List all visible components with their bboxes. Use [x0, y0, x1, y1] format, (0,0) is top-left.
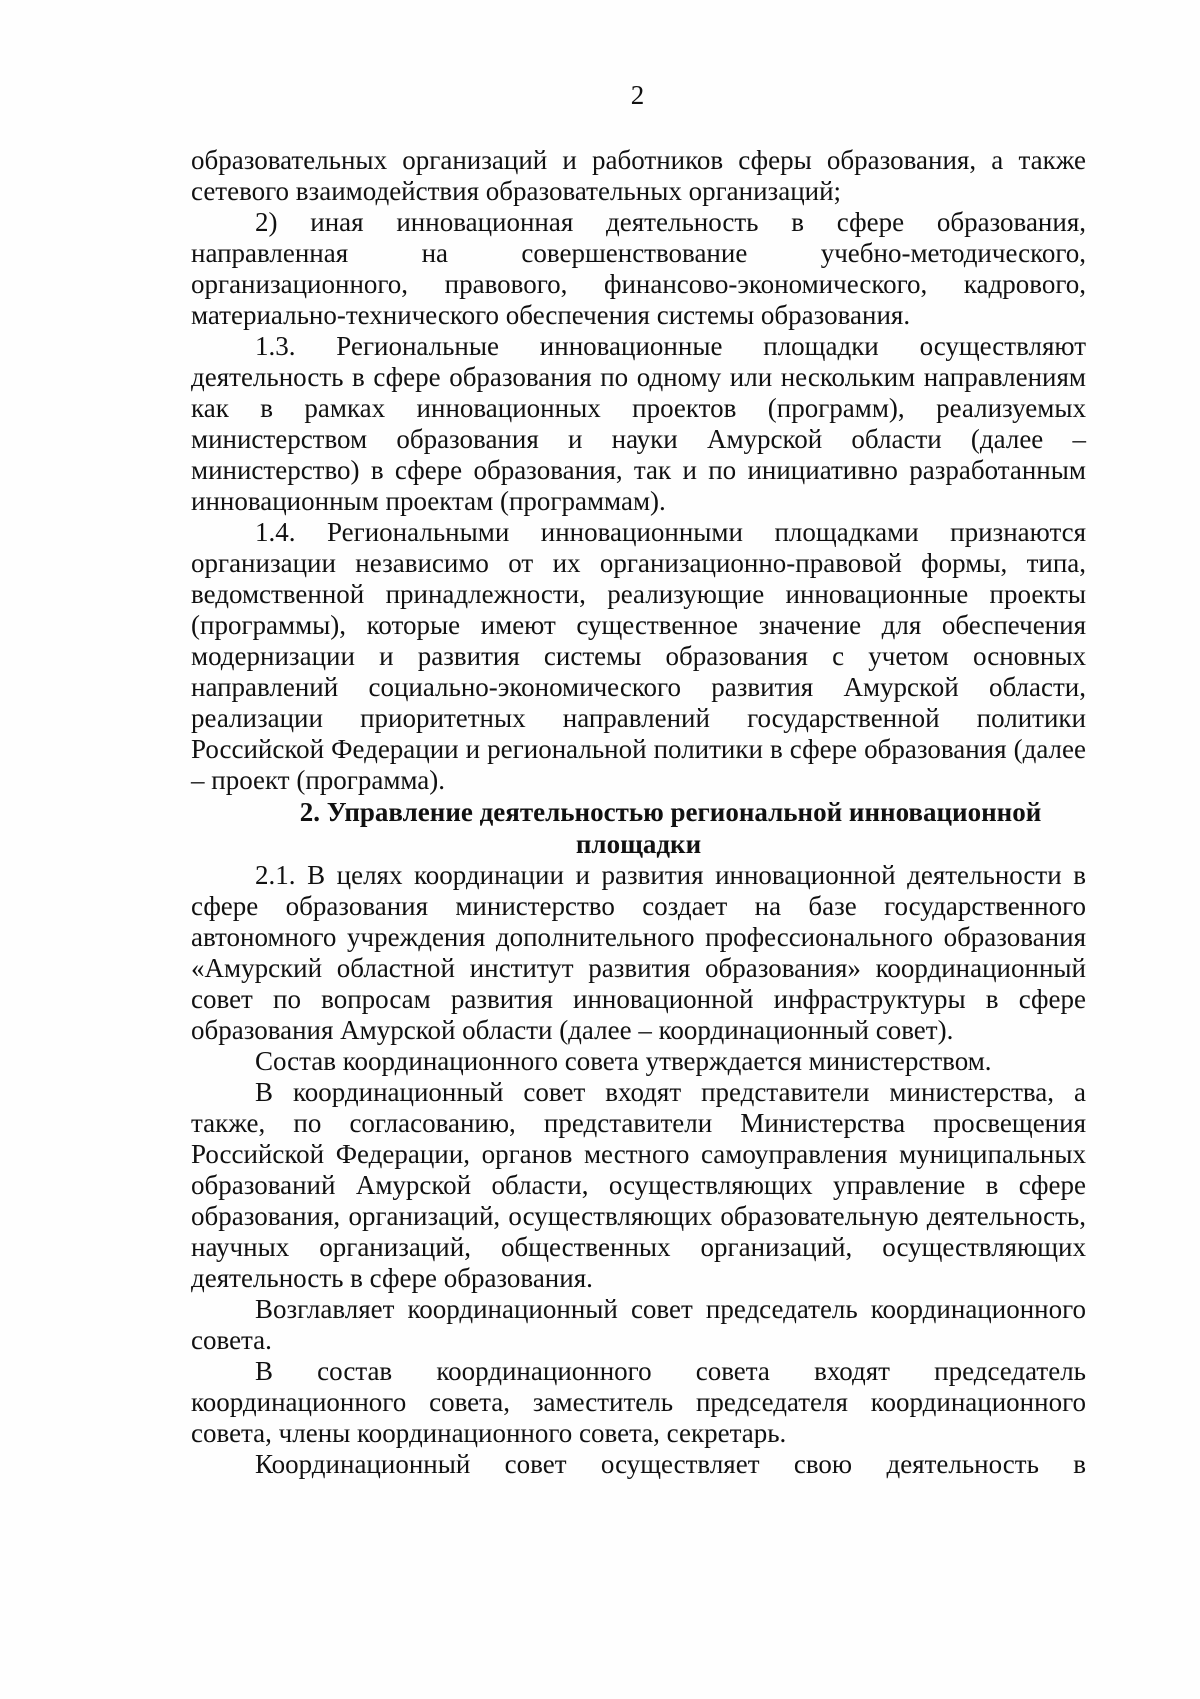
paragraph-council-activity: Координационный совет осуществляет свою деятельность в	[255, 1449, 1086, 1479]
section-heading: 2. Управление деятельностью региональной инновационной площадки	[299, 797, 1042, 859]
page-number: 2	[630, 80, 645, 110]
paragraph-council-structure: В состав координационного совета входят председатель координационного совета, заместитель председателя координационного совета, члены координационного совета, секретарь.	[191, 1356, 1086, 1448]
paragraph-continuation: образовательных организаций и работников сферы образования, а также сетевого взаимодействия образовательных организаций;	[191, 145, 1086, 206]
paragraph-council-members: В координационный совет входят представители министерства, а также, по согласованию, представители Министерства просвещения Российской Федерации, органов местного самоуправления муниципальных образований Амурской области, осуществляющих управление в сфере образования, организаций, осуществляющих образовательную деятельность, научных организаций, общественных организаций, осуществляющих деятельность в сфере образования.	[191, 1077, 1086, 1293]
paragraph-council-head: Возглавляет координационный совет председатель координационного совета.	[191, 1294, 1086, 1355]
paragraph-item-2: 2) иная инновационная деятельность в сфере образования, направленная на совершенствование учебно-методического, организационного, правового, финансово-экономического, кадрового, материально-технического обеспечения системы образования.	[191, 207, 1086, 330]
paragraph-1-3: 1.3. Региональные инновационные площадки осуществляют деятельность в сфере образования по одному или нескольким направлениям как в рамках инновационных проектов (программ), реализуемых министерством образования и науки Амурской области (далее – министерство) в сфере образования, так и по инициативно разработанным инновационным проектам (программам).	[191, 331, 1086, 516]
paragraph-1-4: 1.4. Региональными инновационными площадками признаются организации независимо от их организационно-правовой формы, типа, ведомственной принадлежности, реализующие инновационные проекты (программы), которые имеют существенное значение для обеспечения модернизации и развития системы образования с учетом основных направлений социально-экономического развития Амурской области, реализации приоритетных направлений государственной политики Российской Федерации и региональной политики в сфере образования (далее – проект (программа).	[191, 517, 1086, 795]
document-body	[191, 145, 1086, 1480]
paragraph-council-composition: Состав координационного совета утверждается министерством.	[255, 1046, 992, 1076]
paragraph-2-1: 2.1. В целях координации и развития инновационной деятельности в сфере образования министерство создает на базе государственного автономного учреждения дополнительного профессионального образования «Амурский областной институт развития образования» координационный совет по вопросам развития инновационной инфраструктуры в сфере образования Амурской области (далее – координационный совет).	[191, 860, 1086, 1045]
